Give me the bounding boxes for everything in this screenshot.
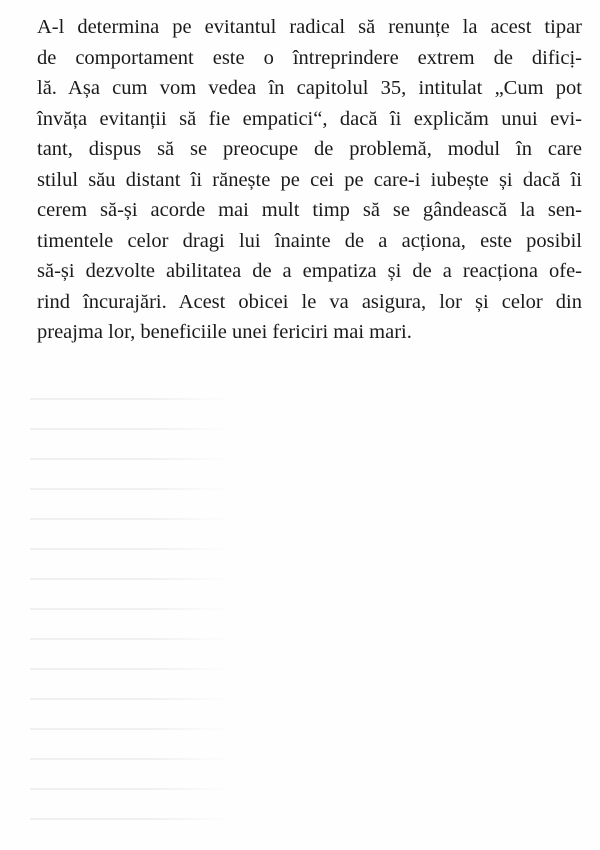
paragraph-line: rind încurajări. Acest obicei le va asigura, lor și celor din [37,290,582,313]
paragraph-line: tant, dispus să se preocupe de problemă, modul în care [37,138,582,160]
paragraph-line: învăța evitanții să fie empatici“, dacă îi explicăm unui evi- [37,107,582,130]
paragraph-line: lă. Așa cum vom vedea în capitolul 35, intitulat „Cum pot [37,77,582,99]
paragraph-line: de comportament este o întreprindere extrem de dificị- [37,46,582,69]
body-paragraph [37,12,582,348]
paragraph-line: cerem să-și acorde mai mult timp să se gândească la sen- [37,199,582,221]
paragraph-line: preajma lor, beneficiile unei fericiri mai mari. [37,321,412,343]
paragraph-line: timentele celor dragi lui înainte de a acționa, este posibil [37,229,582,252]
paragraph-line: A-l determina pe evitantul radical să renunțe la acest tipar [37,16,582,38]
reverse-page-bleed-through [30,380,230,840]
paragraph-line: stilul său distant îi rănește pe cei pe care-i iubește și dacă îi [37,168,582,191]
paragraph-line: să-și dezvolte abilitatea de a empatiza și de a reacționa ofe- [37,260,582,282]
